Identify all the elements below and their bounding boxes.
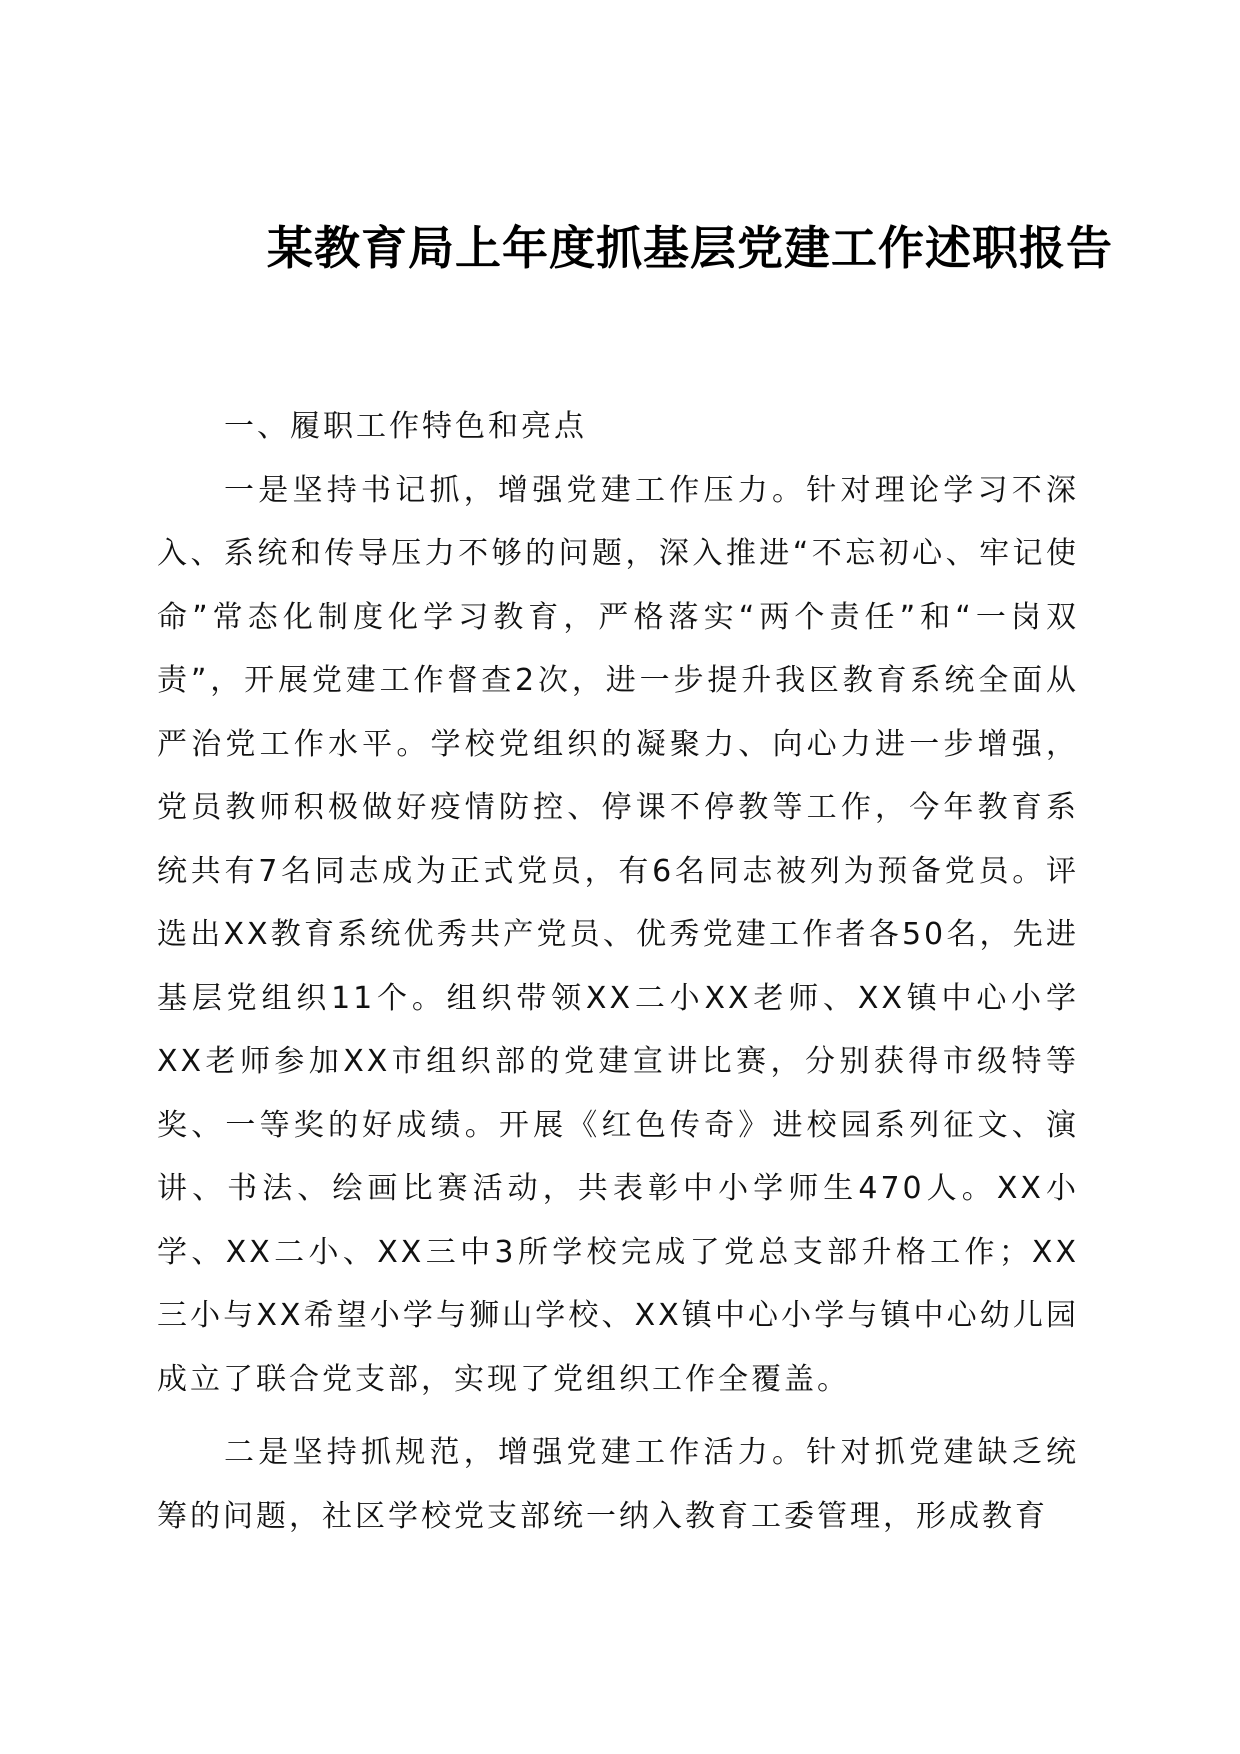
body-paragraph-1: 一是坚持书记抓，增强党建工作压力。针对理论学习不深入、系统和传导压力不够的问题，深入推进“不忘初心、牢记使命”常态化制度化学习教育，严格落实“两个责任”和“一岗双责”，开展党建工作督查2次，进一步提升我区教育系统全面从严治党工作水平。学校党组织的凝聚力、向心力进一步增强，党员教师积极做好疫情防控、停课不停教等工作，今年教育系统共有7名同志成为正式党员，有6名同志被列为预备党员。评选出XX教育系统优秀共产党员、优秀党建工作者各50名，先进基层党组织11个。组织带领XX二小XX老师、XX镇中心小学XX老师参加XX市组织部的党建宣讲比赛，分别获得市级特等奖、一等奖的好成绩。开展《红色传奇》进校园系列征文、演讲、书法、绘画比赛活动，共表彰中小学师生470人。XX小学、XX二小、XX三中3所学校完成了党总支部升格工作；XX三小与XX希望小学与狮山学校、XX镇中心小学与镇中心幼儿园成立了联合党支部，实现了党组织工作全覆盖。 xyxy=(157,472,1079,1397)
body-paragraph-2: 二是坚持抓规范，增强党建工作活力。针对抓党建缺乏统筹的问题，社区学校党支部统一纳入教育工委管理，形成教育 xyxy=(157,1435,1079,1534)
section-heading: 一、履职工作特色和亮点 xyxy=(224,409,587,444)
document-title: 某教育局上年度抓基层党建工作述职报告 xyxy=(267,221,1113,275)
document-body xyxy=(157,395,1079,1548)
